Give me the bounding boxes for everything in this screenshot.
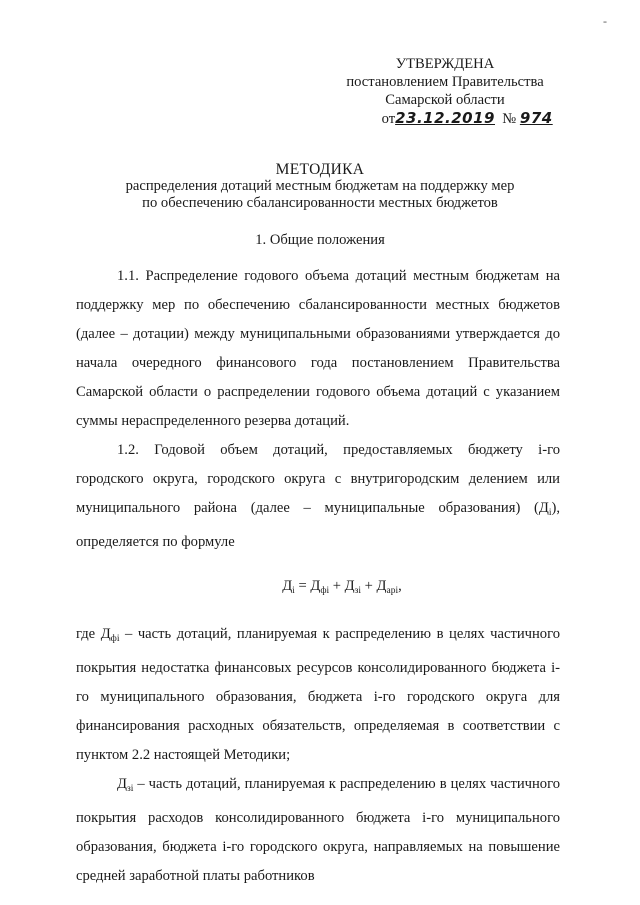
paragraph-dzi [76,770,560,891]
paragraph-1-2-tail: ), определяется по формуле [76,500,560,550]
formula-plus-1: + [329,578,345,594]
formula [124,572,560,606]
where-text: – часть дотаций, планируемая к распределению в целях частичного покрытия недостатка финансовых ресурсов консолидированного бюджета i-го муниципального образования, бюджета i-го городского округа для финансирования расходных обязательств, определяемая в соответствии с пунктом 2.2 настоящей Методики; [76,626,560,763]
section-heading: 1. Общие положения [255,232,385,248]
paragraph-1-2 [76,436,560,557]
formula-term-2: Д [344,578,355,594]
approval-date: 23.12.2019 [395,109,495,127]
title-heading: МЕТОДИКА [275,161,365,178]
dzi-subscript: зi [126,784,134,794]
formula-end: , [398,578,402,594]
formula-term-2-sub: зi [354,586,362,596]
approval-region: Самарской области [385,92,505,108]
number-label: № [502,111,517,127]
formula-term-3-sub: арi [386,586,399,596]
title-line-2: по обеспечению сбалансированности местных бюджетов [142,195,498,211]
d-subscript: i [548,508,552,518]
title-line-1: распределения дотаций местным бюджетам на поддержку мер [125,178,515,194]
corner-mark: - [603,14,607,28]
paragraph-1-1: 1.1. Распределение годового объема дотаций местным бюджетам на поддержку мер по обеспечению сбалансированности местных бюджетов (далее – дотации) между муниципальными образованиями утверждается до начала очередного финансового года постановлением Правительства Самарской области о распределении годового объема дотаций с указанием суммы нераспределенного резерва дотаций. [76,268,560,429]
document-title [60,161,580,212]
formula-term-1: Д [310,578,321,594]
where-subscript: фi [110,634,120,644]
paragraph-where [76,620,560,770]
formula-term-1-sub: фi [320,586,330,596]
approval-date-line [330,109,560,128]
dzi-symbol: Д [117,776,127,792]
document-body [76,262,560,891]
where-lead: где [76,626,101,642]
approval-stamp [330,55,560,128]
approval-authority: постановлением Правительства [346,74,544,90]
paragraph-1-2-text: 1.2. Годовой объем дотаций, предоставляемых бюджету i-го городского округа, городского округа с внутригородским делением или муниципального района (далее – муниципальные образования) ( [76,442,560,516]
approval-status: УТВЕРЖДЕНА [395,56,495,72]
formula-lhs: Д [282,578,293,594]
dzi-text: – часть дотаций, планируемая к распределению в целях частичного покрытия расходов консолидированного бюджета i-го муниципального образования, бюджета i-го городского округа, направляемых на повышение средней заработной платы работников [76,776,560,884]
from-label: от [381,111,396,127]
formula-plus-2: + [361,578,377,594]
where-symbol: Д [100,626,111,642]
formula-lhs-sub: i [292,586,295,596]
formula-equals: = [294,578,311,594]
d-symbol: Д [538,500,549,516]
approval-number: 974 [519,109,553,127]
formula-term-3: Д [376,578,387,594]
